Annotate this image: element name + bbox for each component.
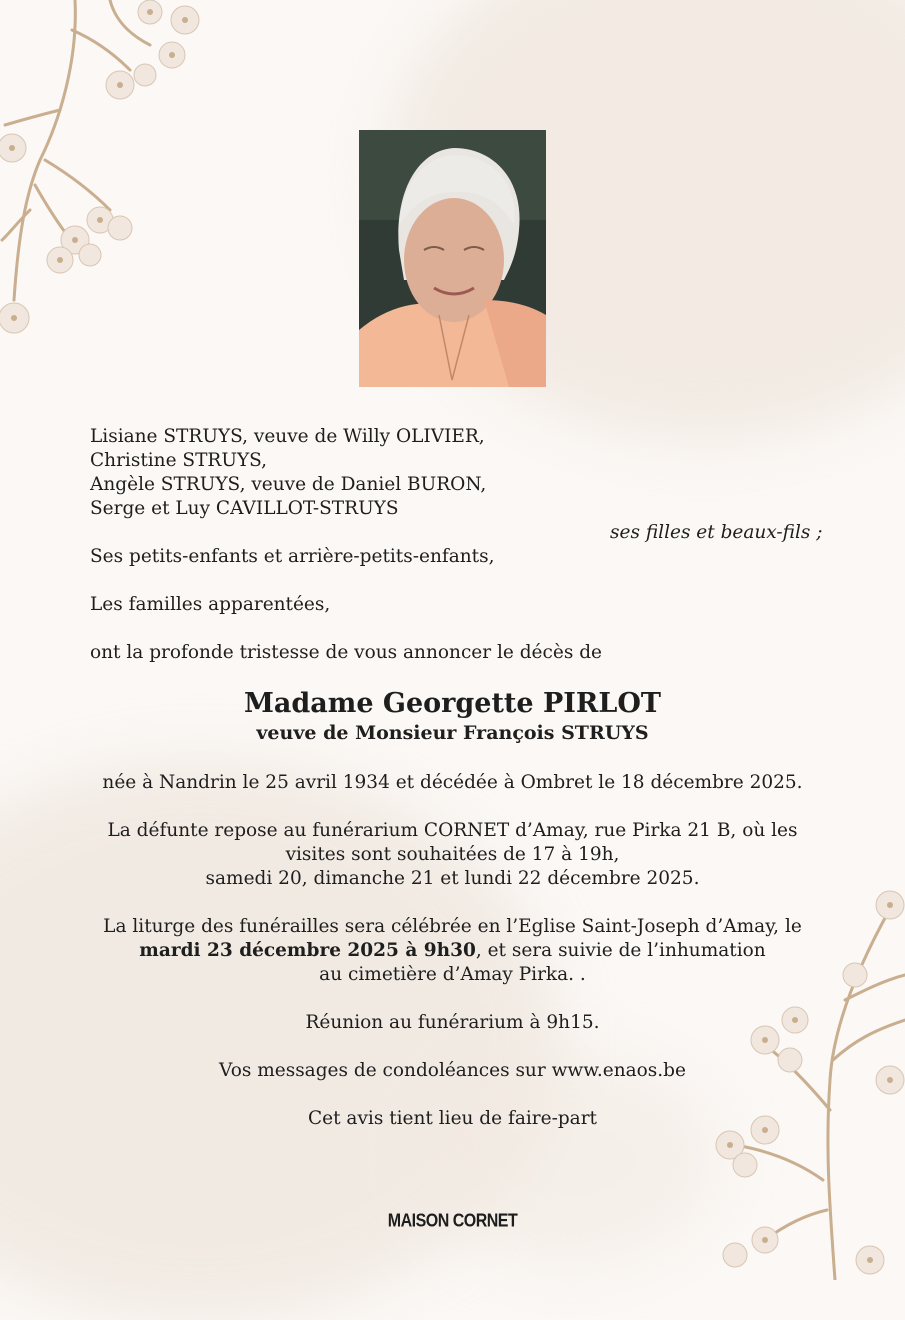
visitation-line: visites sont souhaitées de 17 à 19h,: [285, 844, 620, 865]
funeral-line: au cimetière d’Amay Pirka. .: [319, 964, 586, 985]
deceased-name: Madame Georgette PIRLOT: [244, 688, 661, 719]
family-line: Angèle STRUYS, veuve de Daniel BURON,: [90, 474, 487, 495]
birth-death-line: née à Nandrin le 25 avril 1934 et décédée à Ombret le 18 décembre 2025.: [102, 772, 803, 793]
notice-line: Cet avis tient lieu de faire-part: [308, 1108, 597, 1129]
funeral-home-logo: MAISON CORNET: [387, 1211, 518, 1232]
family-relation: ses filles et beaux-fils ;: [610, 522, 823, 543]
relatives-line: Les familles apparentées,: [90, 594, 331, 615]
visitation-line: samedi 20, dimanche 21 et lundi 22 décembre 2025.: [205, 868, 700, 889]
portrait-photo: [359, 130, 546, 387]
condolences-line: Vos messages de condoléances sur www.enaos.be: [219, 1060, 686, 1081]
grandchildren-line: Ses petits-enfants et arrière-petits-enfants,: [90, 546, 495, 567]
announcement-line: ont la profonde tristesse de vous annoncer le décès de: [90, 642, 602, 663]
widow-of-line: veuve de Monsieur François STRUYS: [256, 722, 649, 744]
funeral-line: [0, 939, 905, 963]
family-line: Christine STRUYS,: [90, 450, 268, 471]
family-line: Serge et Luy CAVILLOT-STRUYS: [90, 498, 399, 519]
family-line: Lisiane STRUYS, veuve de Willy OLIVIER,: [90, 426, 485, 447]
floral-branch-decoration: [0, 0, 210, 340]
meeting-line: Réunion au funérarium à 9h15.: [305, 1012, 600, 1033]
funeral-line-rest: , et sera suivie de l’inhumation: [475, 940, 766, 961]
funeral-date: mardi 23 décembre 2025 à 9h30: [139, 940, 476, 961]
watercolor-wash: [420, 1050, 720, 1270]
funeral-line: La liturge des funérailles sera célébrée en l’Eglise Saint-Joseph d’Amay, le: [103, 916, 802, 937]
visitation-line: La défunte repose au funérarium CORNET d’Amay, rue Pirka 21 B, où les: [107, 820, 798, 841]
